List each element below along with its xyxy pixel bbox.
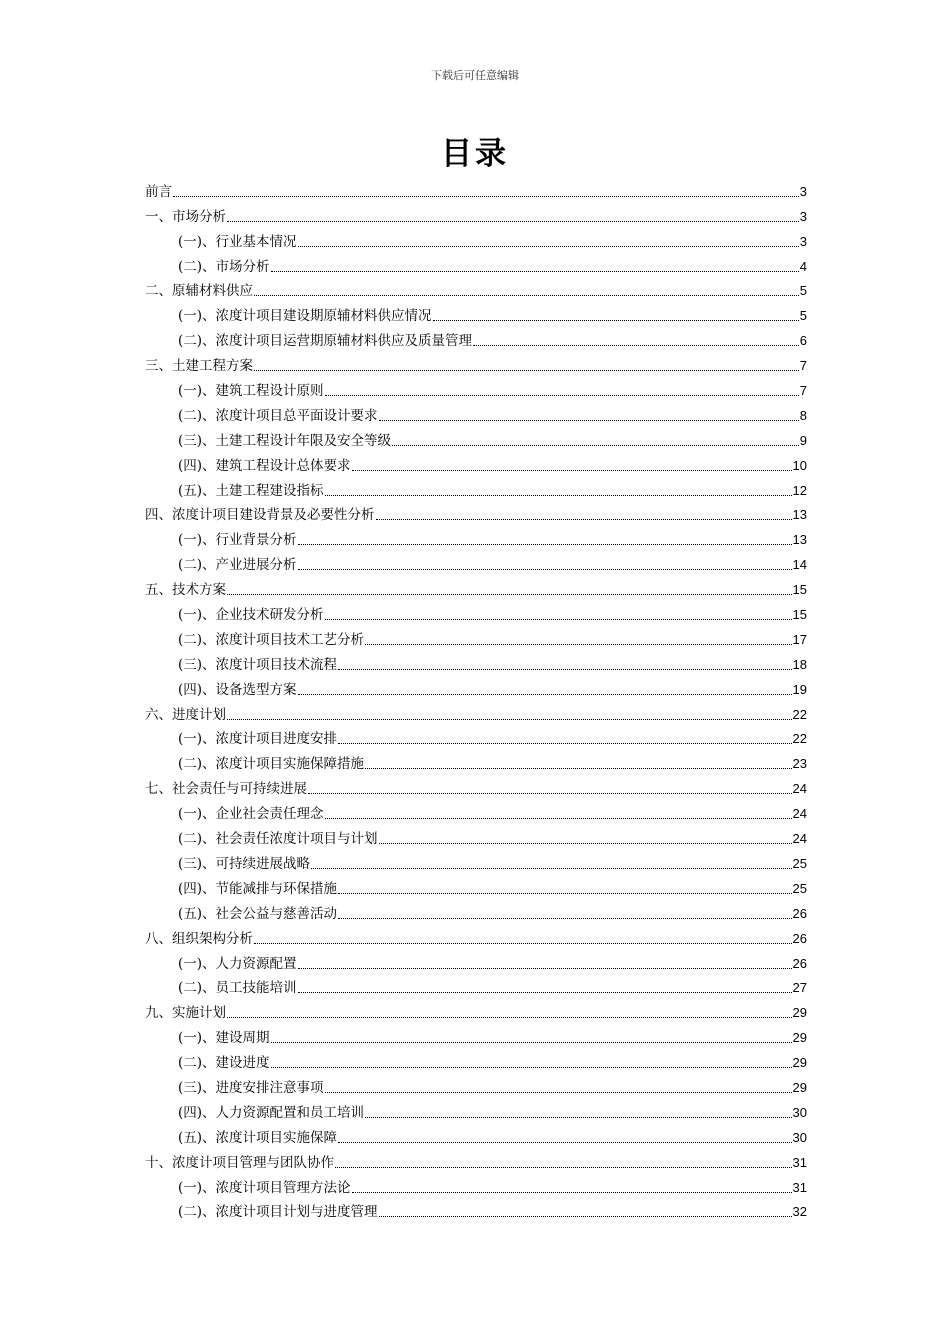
- toc-dot-leader: [298, 991, 792, 993]
- toc-dot-leader: [338, 892, 791, 894]
- toc-page-number: 24: [792, 806, 807, 822]
- toc-page-number: 23: [792, 756, 807, 772]
- toc-entry-text: (三)、浓度计项目技术流程: [178, 656, 338, 673]
- toc-subsection-entry[interactable]: [145, 400, 807, 425]
- toc-entry-text: (一)、建设周期: [178, 1030, 270, 1047]
- toc-section-entry[interactable]: [145, 500, 807, 525]
- toc-page-number: 12: [792, 482, 807, 498]
- toc-entry-text: 四、浓度计项目建设背景及必要性分析: [145, 507, 375, 524]
- toc-page-number: 5: [799, 308, 807, 324]
- toc-subsection-entry[interactable]: [145, 798, 807, 823]
- toc-dot-leader: [254, 369, 799, 371]
- toc-page-number: 30: [792, 1104, 807, 1120]
- toc-entry-text: (四)、设备选型方案: [178, 681, 297, 698]
- toc-subsection-entry[interactable]: [145, 524, 807, 549]
- toc-section-entry[interactable]: [145, 176, 807, 201]
- toc-entry-text: (一)、企业社会责任理念: [178, 806, 324, 823]
- toc-subsection-entry[interactable]: [145, 549, 807, 574]
- toc-subsection-entry[interactable]: [145, 375, 807, 400]
- toc-page-number: 5: [799, 283, 807, 299]
- toc-entry-text: (四)、节能减排与环保措施: [178, 880, 338, 897]
- toc-page-number: 31: [792, 1179, 807, 1195]
- toc-dot-leader: [254, 942, 792, 944]
- toc-entry-text: (二)、员工技能培训: [178, 980, 297, 997]
- toc-subsection-entry[interactable]: [145, 848, 807, 873]
- toc-page-number: 9: [799, 432, 807, 448]
- toc-subsection-entry[interactable]: [145, 948, 807, 973]
- toc-dot-leader: [433, 319, 799, 321]
- toc-entry-text: (一)、行业基本情况: [178, 233, 297, 250]
- toc-section-entry[interactable]: [145, 997, 807, 1022]
- toc-dot-leader: [365, 767, 791, 769]
- toc-entry-text: (二)、浓度计项目技术工艺分析: [178, 631, 365, 648]
- toc-entry-text: (一)、浓度计项目建设期原辅材料供应情况: [178, 308, 432, 325]
- toc-page-number: 24: [792, 831, 807, 847]
- toc-page-number: 29: [792, 1030, 807, 1046]
- toc-page-number: 8: [799, 407, 807, 423]
- toc-dot-leader: [352, 1191, 792, 1193]
- toc-subsection-entry[interactable]: [145, 823, 807, 848]
- toc-section-entry[interactable]: [145, 923, 807, 948]
- toc-dot-leader: [352, 469, 792, 471]
- toc-page-number: 32: [792, 1204, 807, 1220]
- toc-subsection-entry[interactable]: [145, 1097, 807, 1122]
- toc-dot-leader: [338, 917, 791, 919]
- toc-entry-text: (一)、人力资源配置: [178, 955, 297, 972]
- toc-subsection-entry[interactable]: [145, 1022, 807, 1047]
- toc-list: [145, 176, 807, 1221]
- toc-section-entry[interactable]: [145, 1147, 807, 1172]
- toc-dot-leader: [376, 518, 792, 520]
- toc-page-number: 15: [792, 582, 807, 598]
- toc-subsection-entry[interactable]: [145, 973, 807, 998]
- toc-page-number: 10: [792, 457, 807, 473]
- toc-entry-text: 八、组织架构分析: [145, 930, 253, 947]
- toc-entry-text: (二)、浓度计项目运营期原辅材料供应及质量管理: [178, 333, 473, 350]
- toc-dot-leader: [365, 1116, 791, 1118]
- toc-dot-leader: [298, 568, 792, 570]
- toc-entry-text: (一)、浓度计项目进度安排: [178, 731, 338, 748]
- toc-dot-leader: [379, 419, 799, 421]
- toc-dot-leader: [298, 245, 799, 247]
- toc-entry-text: 十、浓度计项目管理与团队协作: [145, 1154, 334, 1171]
- toc-page-number: 29: [792, 1005, 807, 1021]
- toc-entry-text: 七、社会责任与可持续进展: [145, 781, 307, 798]
- toc-page-number: 26: [792, 955, 807, 971]
- toc-subsection-entry[interactable]: [145, 425, 807, 450]
- toc-page-number: 6: [799, 333, 807, 349]
- toc-subsection-entry[interactable]: [145, 1197, 807, 1222]
- toc-entry-text: (五)、浓度计项目实施保障: [178, 1129, 338, 1146]
- toc-page-number: 3: [799, 233, 807, 249]
- toc-dot-leader: [271, 1066, 792, 1068]
- toc-entry-text: 六、进度计划: [145, 706, 226, 723]
- toc-page-number: 19: [792, 681, 807, 697]
- toc-dot-leader: [325, 1091, 792, 1093]
- toc-subsection-entry[interactable]: [145, 624, 807, 649]
- toc-page-number: 27: [792, 980, 807, 996]
- toc-section-entry[interactable]: [145, 201, 807, 226]
- toc-entry-text: (三)、进度安排注意事项: [178, 1079, 324, 1096]
- toc-page-number: 29: [792, 1079, 807, 1095]
- toc-subsection-entry[interactable]: [145, 300, 807, 325]
- toc-entry-text: 九、实施计划: [145, 1005, 226, 1022]
- toc-dot-leader: [298, 967, 792, 969]
- toc-subsection-entry[interactable]: [145, 724, 807, 749]
- toc-dot-leader: [227, 1016, 792, 1018]
- toc-page-number: 14: [792, 557, 807, 573]
- toc-entry-text: (一)、行业背景分析: [178, 532, 297, 549]
- toc-entry-text: (四)、人力资源配置和员工培训: [178, 1104, 365, 1121]
- toc-subsection-entry[interactable]: [145, 873, 807, 898]
- toc-subsection-entry[interactable]: [145, 674, 807, 699]
- toc-entry-text: 三、土建工程方案: [145, 358, 253, 375]
- toc-subsection-entry[interactable]: [145, 325, 807, 350]
- toc-entry-text: (一)、浓度计项目管理方法论: [178, 1179, 351, 1196]
- toc-section-entry[interactable]: [145, 574, 807, 599]
- toc-subsection-entry[interactable]: [145, 450, 807, 475]
- toc-dot-leader: [325, 817, 792, 819]
- toc-page-number: 25: [792, 880, 807, 896]
- toc-dot-leader: [298, 693, 792, 695]
- toc-dot-leader: [338, 742, 791, 744]
- toc-subsection-entry[interactable]: [145, 748, 807, 773]
- toc-entry-text: 前言: [145, 183, 172, 200]
- toc-entry-text: (一)、企业技术研发分析: [178, 607, 324, 624]
- toc-page-number: 31: [792, 1154, 807, 1170]
- toc-dot-leader: [311, 867, 791, 869]
- toc-page-number: 17: [792, 631, 807, 647]
- toc-page-number: 25: [792, 855, 807, 871]
- toc-page-number: 24: [792, 781, 807, 797]
- toc-section-entry[interactable]: [145, 350, 807, 375]
- page-title: 目录: [441, 136, 509, 172]
- toc-page-number: 15: [792, 607, 807, 623]
- toc-dot-leader: [338, 668, 791, 670]
- toc-entry-text: (四)、建筑工程设计总体要求: [178, 457, 351, 474]
- toc-dot-leader: [227, 718, 792, 720]
- toc-page-number: 13: [792, 507, 807, 523]
- toc-subsection-entry[interactable]: [145, 475, 807, 500]
- toc-dot-leader: [379, 842, 792, 844]
- toc-page-number: 3: [799, 183, 807, 199]
- toc-dot-leader: [325, 394, 799, 396]
- toc-dot-leader: [325, 494, 792, 496]
- toc-page-number: 3: [799, 208, 807, 224]
- toc-subsection-entry[interactable]: [145, 1072, 807, 1097]
- toc-entry-text: (二)、产业进展分析: [178, 557, 297, 574]
- toc-dot-leader: [325, 618, 792, 620]
- toc-entry-text: (二)、市场分析: [178, 258, 270, 275]
- toc-page-number: 29: [792, 1055, 807, 1071]
- toc-entry-text: 二、原辅材料供应: [145, 283, 253, 300]
- toc-page-number: 22: [792, 706, 807, 722]
- toc-entry-text: (二)、社会责任浓度计项目与计划: [178, 831, 378, 848]
- toc-entry-text: (五)、社会公益与慈善活动: [178, 905, 338, 922]
- toc-entry-text: (二)、浓度计项目实施保障措施: [178, 756, 365, 773]
- toc-dot-leader: [227, 593, 792, 595]
- toc-dot-leader: [298, 543, 792, 545]
- toc-dot-leader: [227, 220, 799, 222]
- toc-dot-leader: [271, 270, 799, 272]
- toc-section-entry[interactable]: [145, 699, 807, 724]
- toc-page-number: 30: [792, 1129, 807, 1145]
- toc-dot-leader: [254, 294, 799, 296]
- toc-subsection-entry[interactable]: [145, 1172, 807, 1197]
- toc-page-number: 7: [799, 358, 807, 374]
- toc-subsection-entry[interactable]: [145, 1047, 807, 1072]
- toc-dot-leader: [473, 344, 799, 346]
- toc-entry-text: (二)、浓度计项目计划与进度管理: [178, 1204, 378, 1221]
- toc-subsection-entry[interactable]: [145, 1122, 807, 1147]
- toc-entry-text: 一、市场分析: [145, 208, 226, 225]
- toc-page-number: 13: [792, 532, 807, 548]
- toc-subsection-entry[interactable]: [145, 599, 807, 624]
- toc-dot-leader: [173, 195, 799, 197]
- toc-entry-text: (二)、建设进度: [178, 1055, 270, 1072]
- toc-dot-leader: [392, 444, 799, 446]
- toc-dot-leader: [338, 1141, 791, 1143]
- toc-page-number: 7: [799, 383, 807, 399]
- toc-dot-leader: [308, 792, 792, 794]
- toc-subsection-entry[interactable]: [145, 898, 807, 923]
- toc-page-number: 26: [792, 930, 807, 946]
- toc-section-entry[interactable]: [145, 773, 807, 798]
- toc-entry-text: (五)、土建工程建设指标: [178, 482, 324, 499]
- toc-page-number: 4: [799, 258, 807, 274]
- toc-section-entry[interactable]: [145, 276, 807, 301]
- toc-page-number: 18: [792, 656, 807, 672]
- toc-entry-text: (三)、可持续进展战略: [178, 855, 311, 872]
- toc-subsection-entry[interactable]: [145, 251, 807, 276]
- toc-page-number: 26: [792, 905, 807, 921]
- toc-page-number: 22: [792, 731, 807, 747]
- toc-subsection-entry[interactable]: [145, 226, 807, 251]
- toc-subsection-entry[interactable]: [145, 649, 807, 674]
- toc-dot-leader: [271, 1041, 792, 1043]
- toc-entry-text: (二)、浓度计项目总平面设计要求: [178, 407, 378, 424]
- toc-entry-text: 五、技术方案: [145, 582, 226, 599]
- toc-dot-leader: [335, 1166, 792, 1168]
- toc-dot-leader: [365, 643, 791, 645]
- toc-entry-text: (一)、建筑工程设计原则: [178, 383, 324, 400]
- header-note: 下载后可任意编辑: [431, 69, 519, 82]
- toc-entry-text: (三)、土建工程设计年限及安全等级: [178, 432, 392, 449]
- toc-dot-leader: [379, 1215, 792, 1217]
